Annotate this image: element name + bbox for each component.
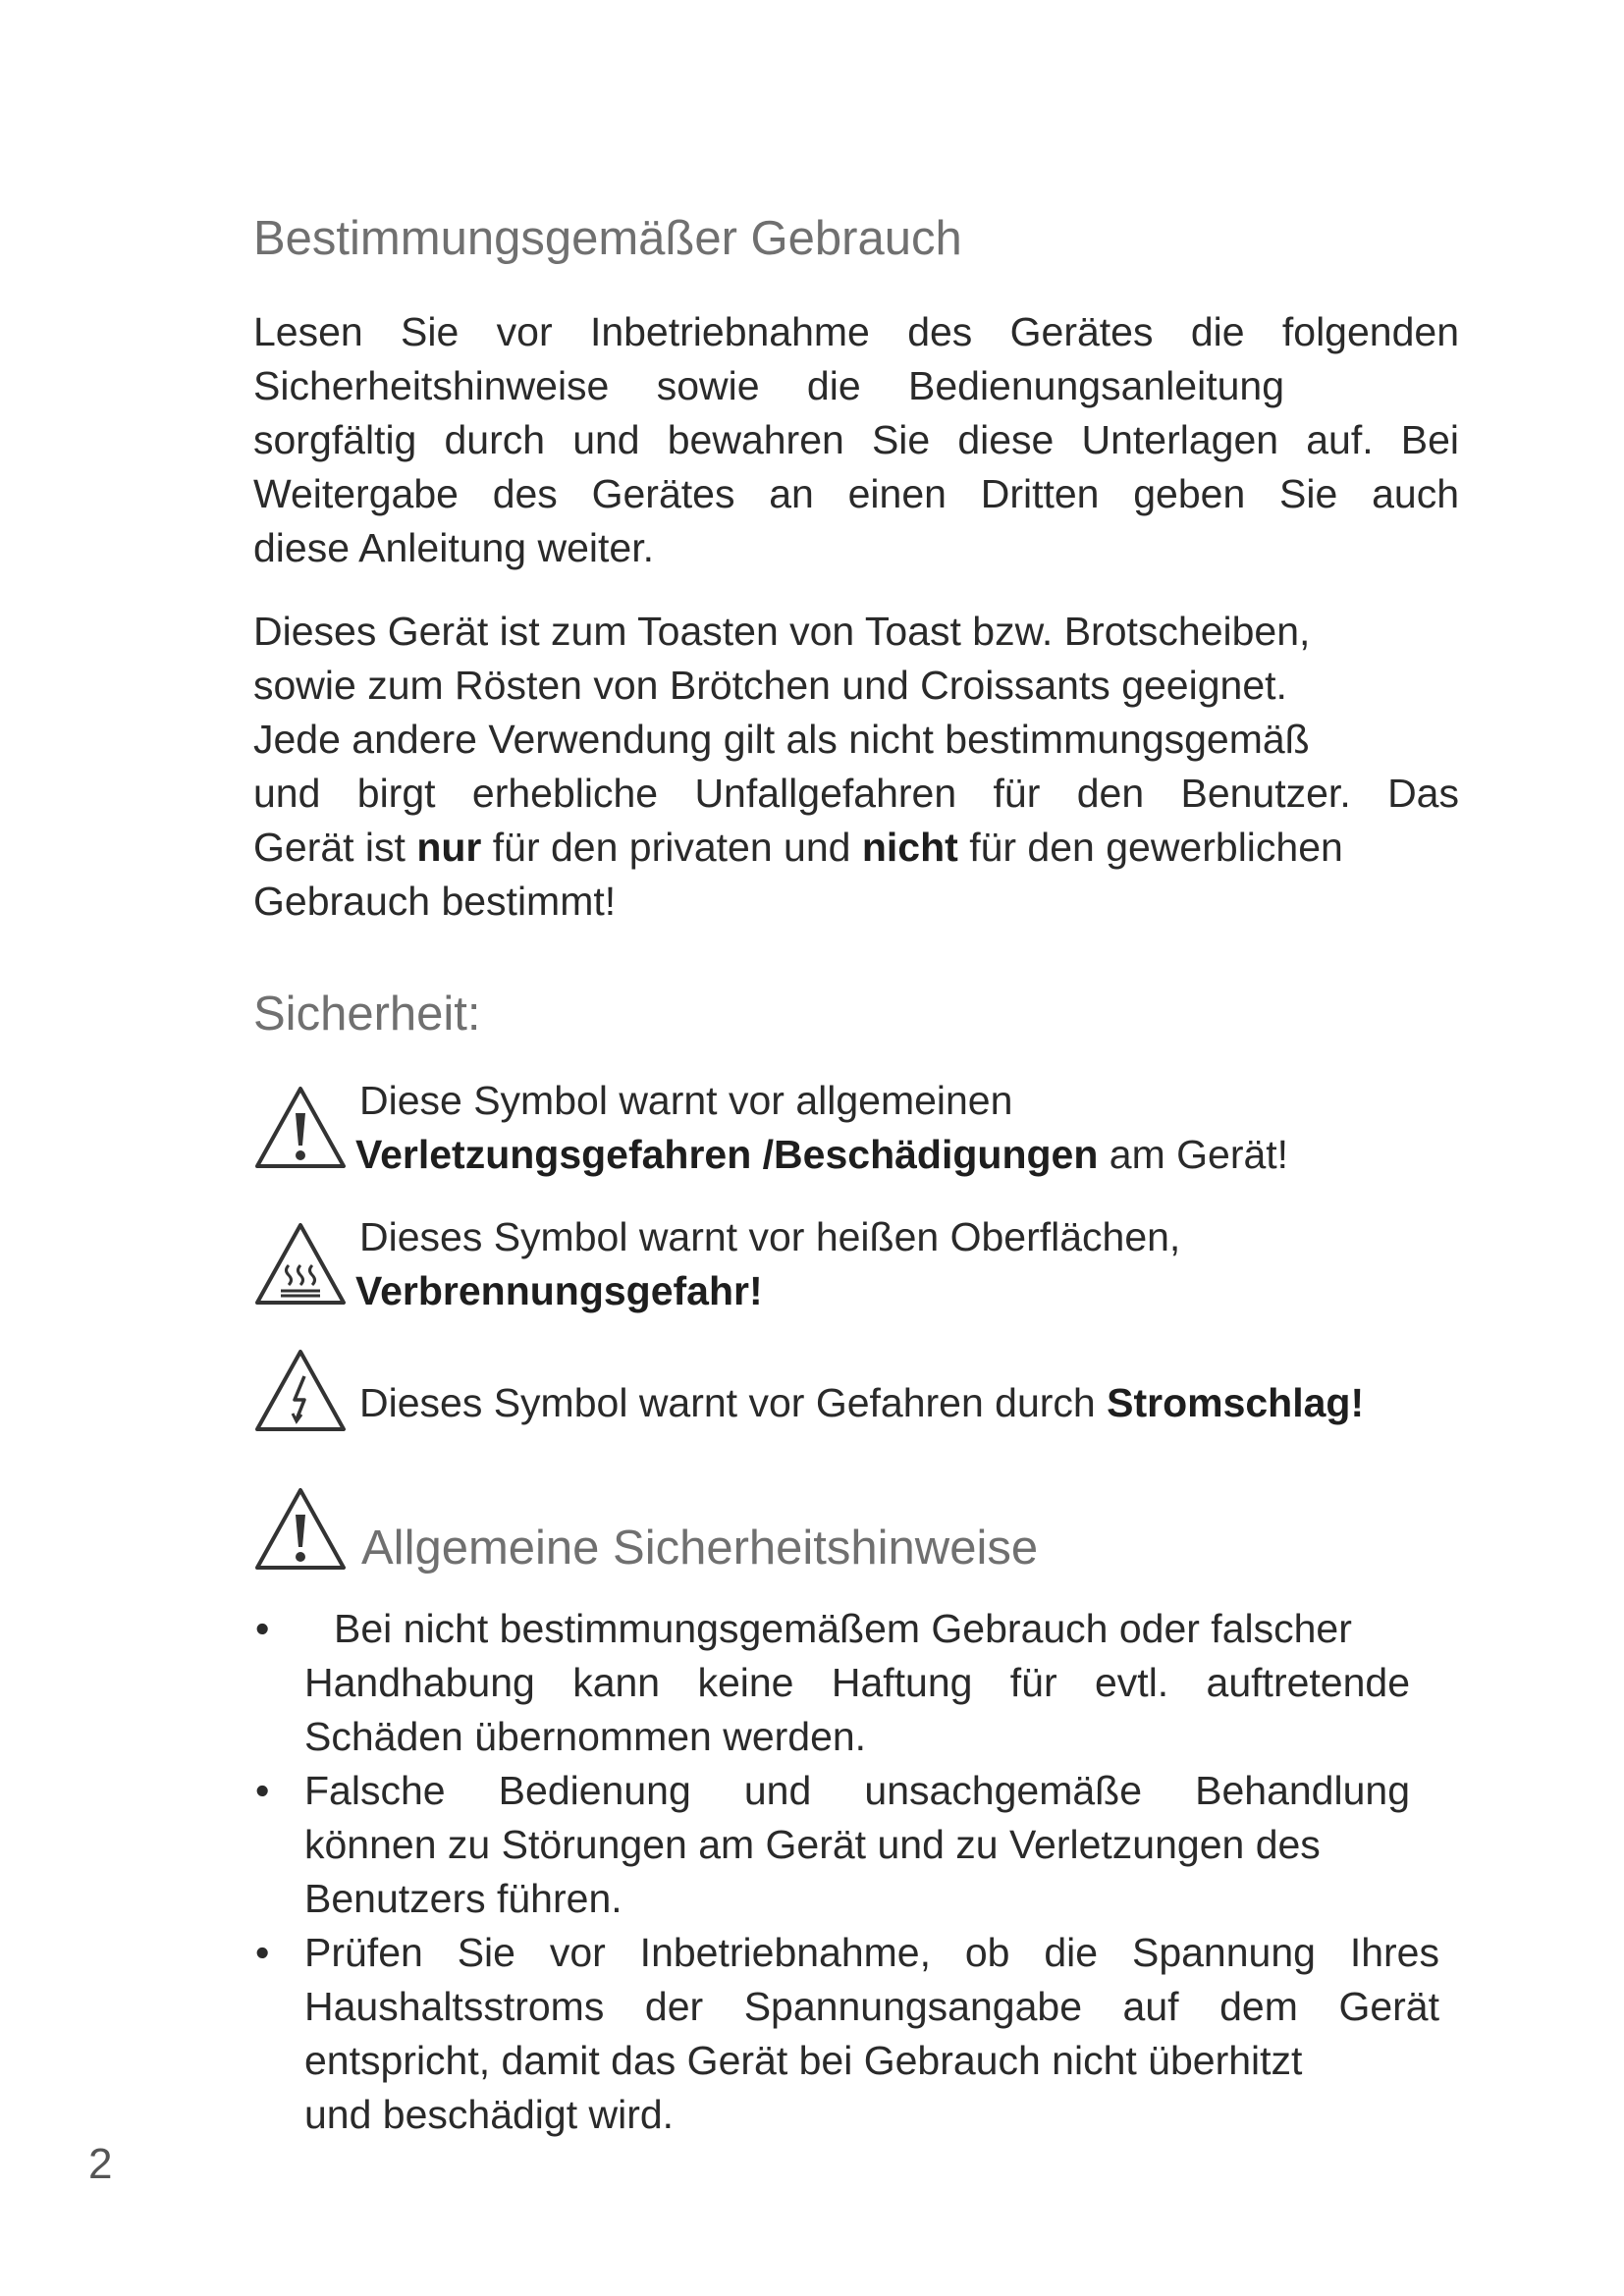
warning-text-line bbox=[355, 1132, 1288, 1178]
list-item-line: Bei nicht bestimmungsgemäßem Gebrauch oder falscher bbox=[334, 1606, 1352, 1651]
warning-general bbox=[253, 1078, 1481, 1186]
safety-bullet-list bbox=[253, 1602, 1459, 2142]
text-run: für den privaten und bbox=[481, 825, 862, 870]
paragraph-line bbox=[253, 821, 1459, 875]
list-item bbox=[253, 1602, 1459, 1764]
emphasis-nur: nur bbox=[416, 825, 482, 870]
hot-surface-warning-icon bbox=[253, 1220, 348, 1308]
warning-text-line: Diese Symbol warnt vor allgemeinen bbox=[359, 1078, 1013, 1123]
section-title-general-safety bbox=[253, 1485, 1481, 1583]
exclamation-warning-icon bbox=[253, 1485, 348, 1574]
intended-use-paragraph-1 bbox=[253, 305, 1459, 575]
text-run: Gerät ist bbox=[253, 825, 417, 870]
list-item-line: Handhabung kann keine Haftung für evtl. auftretende bbox=[304, 1660, 1410, 1705]
emphasis-nicht: nicht bbox=[861, 825, 958, 870]
warning-emphasis: Verbrennungsgefahr! bbox=[355, 1268, 763, 1313]
list-item-line: Schäden übernommen werden. bbox=[304, 1714, 867, 1759]
list-item bbox=[253, 1764, 1459, 1926]
list-item-line: Haushaltsstroms der Spannungsangabe auf dem Gerät bbox=[304, 1984, 1439, 2029]
paragraph-line: sowie zum Rösten von Brötchen und Croissants geeignet. bbox=[253, 663, 1287, 708]
warning-emphasis: Stromschlag! bbox=[1107, 1380, 1365, 1425]
list-item-line: Benutzers führen. bbox=[304, 1876, 623, 1921]
list-item-line: Prüfen Sie vor Inbetriebnahme, ob die Spannung Ihres bbox=[304, 1930, 1439, 1975]
bullet-marker: • bbox=[255, 1768, 270, 1813]
warning-hot-surface bbox=[253, 1214, 1481, 1322]
list-item-line: entspricht, damit das Gerät bei Gebrauch nicht überhitzt bbox=[304, 2038, 1303, 2083]
paragraph-line: Gebrauch bestimmt! bbox=[253, 879, 617, 924]
paragraph-line: Dieses Gerät ist zum Toasten von Toast bzw. Brotscheiben, bbox=[253, 609, 1311, 654]
paragraph-line: und birgt erhebliche Unfallgefahren für den Benutzer. Das bbox=[253, 771, 1459, 816]
section-title-safety: Sicherheit: bbox=[253, 988, 481, 1041]
exclamation-warning-icon bbox=[253, 1084, 348, 1172]
page-number: 2 bbox=[88, 2140, 113, 2188]
bullet-marker: • bbox=[255, 1930, 270, 1975]
section-heading-text: Allgemeine Sicherheitshinweise bbox=[361, 1522, 1039, 1575]
intended-use-paragraph-2 bbox=[253, 605, 1459, 929]
text-run: Dieses Symbol warnt vor Gefahren durch bbox=[359, 1380, 1108, 1425]
warning-text-line: Dieses Symbol warnt vor heißen Oberflächen, bbox=[359, 1214, 1181, 1259]
list-item-line: und beschädigt wird. bbox=[304, 2092, 675, 2137]
electric-shock-warning-icon bbox=[253, 1347, 348, 1435]
section-title-intended-use: Bestimmungsgemäßer Gebrauch bbox=[253, 212, 962, 265]
paragraph-line: Lesen Sie vor Inbetriebnahme des Gerätes die folgenden bbox=[253, 309, 1459, 354]
text-run: am Gerät! bbox=[1098, 1132, 1289, 1177]
paragraph-line: Jede andere Verwendung gilt als nicht bestimmungsgemäß bbox=[253, 717, 1310, 762]
warning-text-line bbox=[355, 1268, 763, 1314]
list-item bbox=[253, 1926, 1459, 2142]
list-item-line: können zu Störungen am Gerät und zu Verletzungen des bbox=[304, 1822, 1321, 1867]
warning-electric-shock bbox=[253, 1347, 1481, 1455]
bullet-marker: • bbox=[255, 1606, 270, 1651]
paragraph-line: Weitergabe des Gerätes an einen Dritten geben Sie auch bbox=[253, 471, 1459, 516]
text-run: für den gewerblichen bbox=[957, 825, 1343, 870]
paragraph-line: Sicherheitshinweise sowie die Bedienungsanleitung bbox=[253, 363, 1284, 408]
warning-text-line bbox=[359, 1380, 1364, 1426]
warning-emphasis: Verletzungsgefahren /Beschädigungen bbox=[355, 1132, 1099, 1177]
paragraph-line: diese Anleitung weiter. bbox=[253, 525, 654, 570]
paragraph-line: sorgfältig durch und bewahren Sie diese Unterlagen auf. Bei bbox=[253, 417, 1459, 462]
list-item-line: Falsche Bedienung und unsachgemäße Behandlung bbox=[304, 1768, 1410, 1813]
